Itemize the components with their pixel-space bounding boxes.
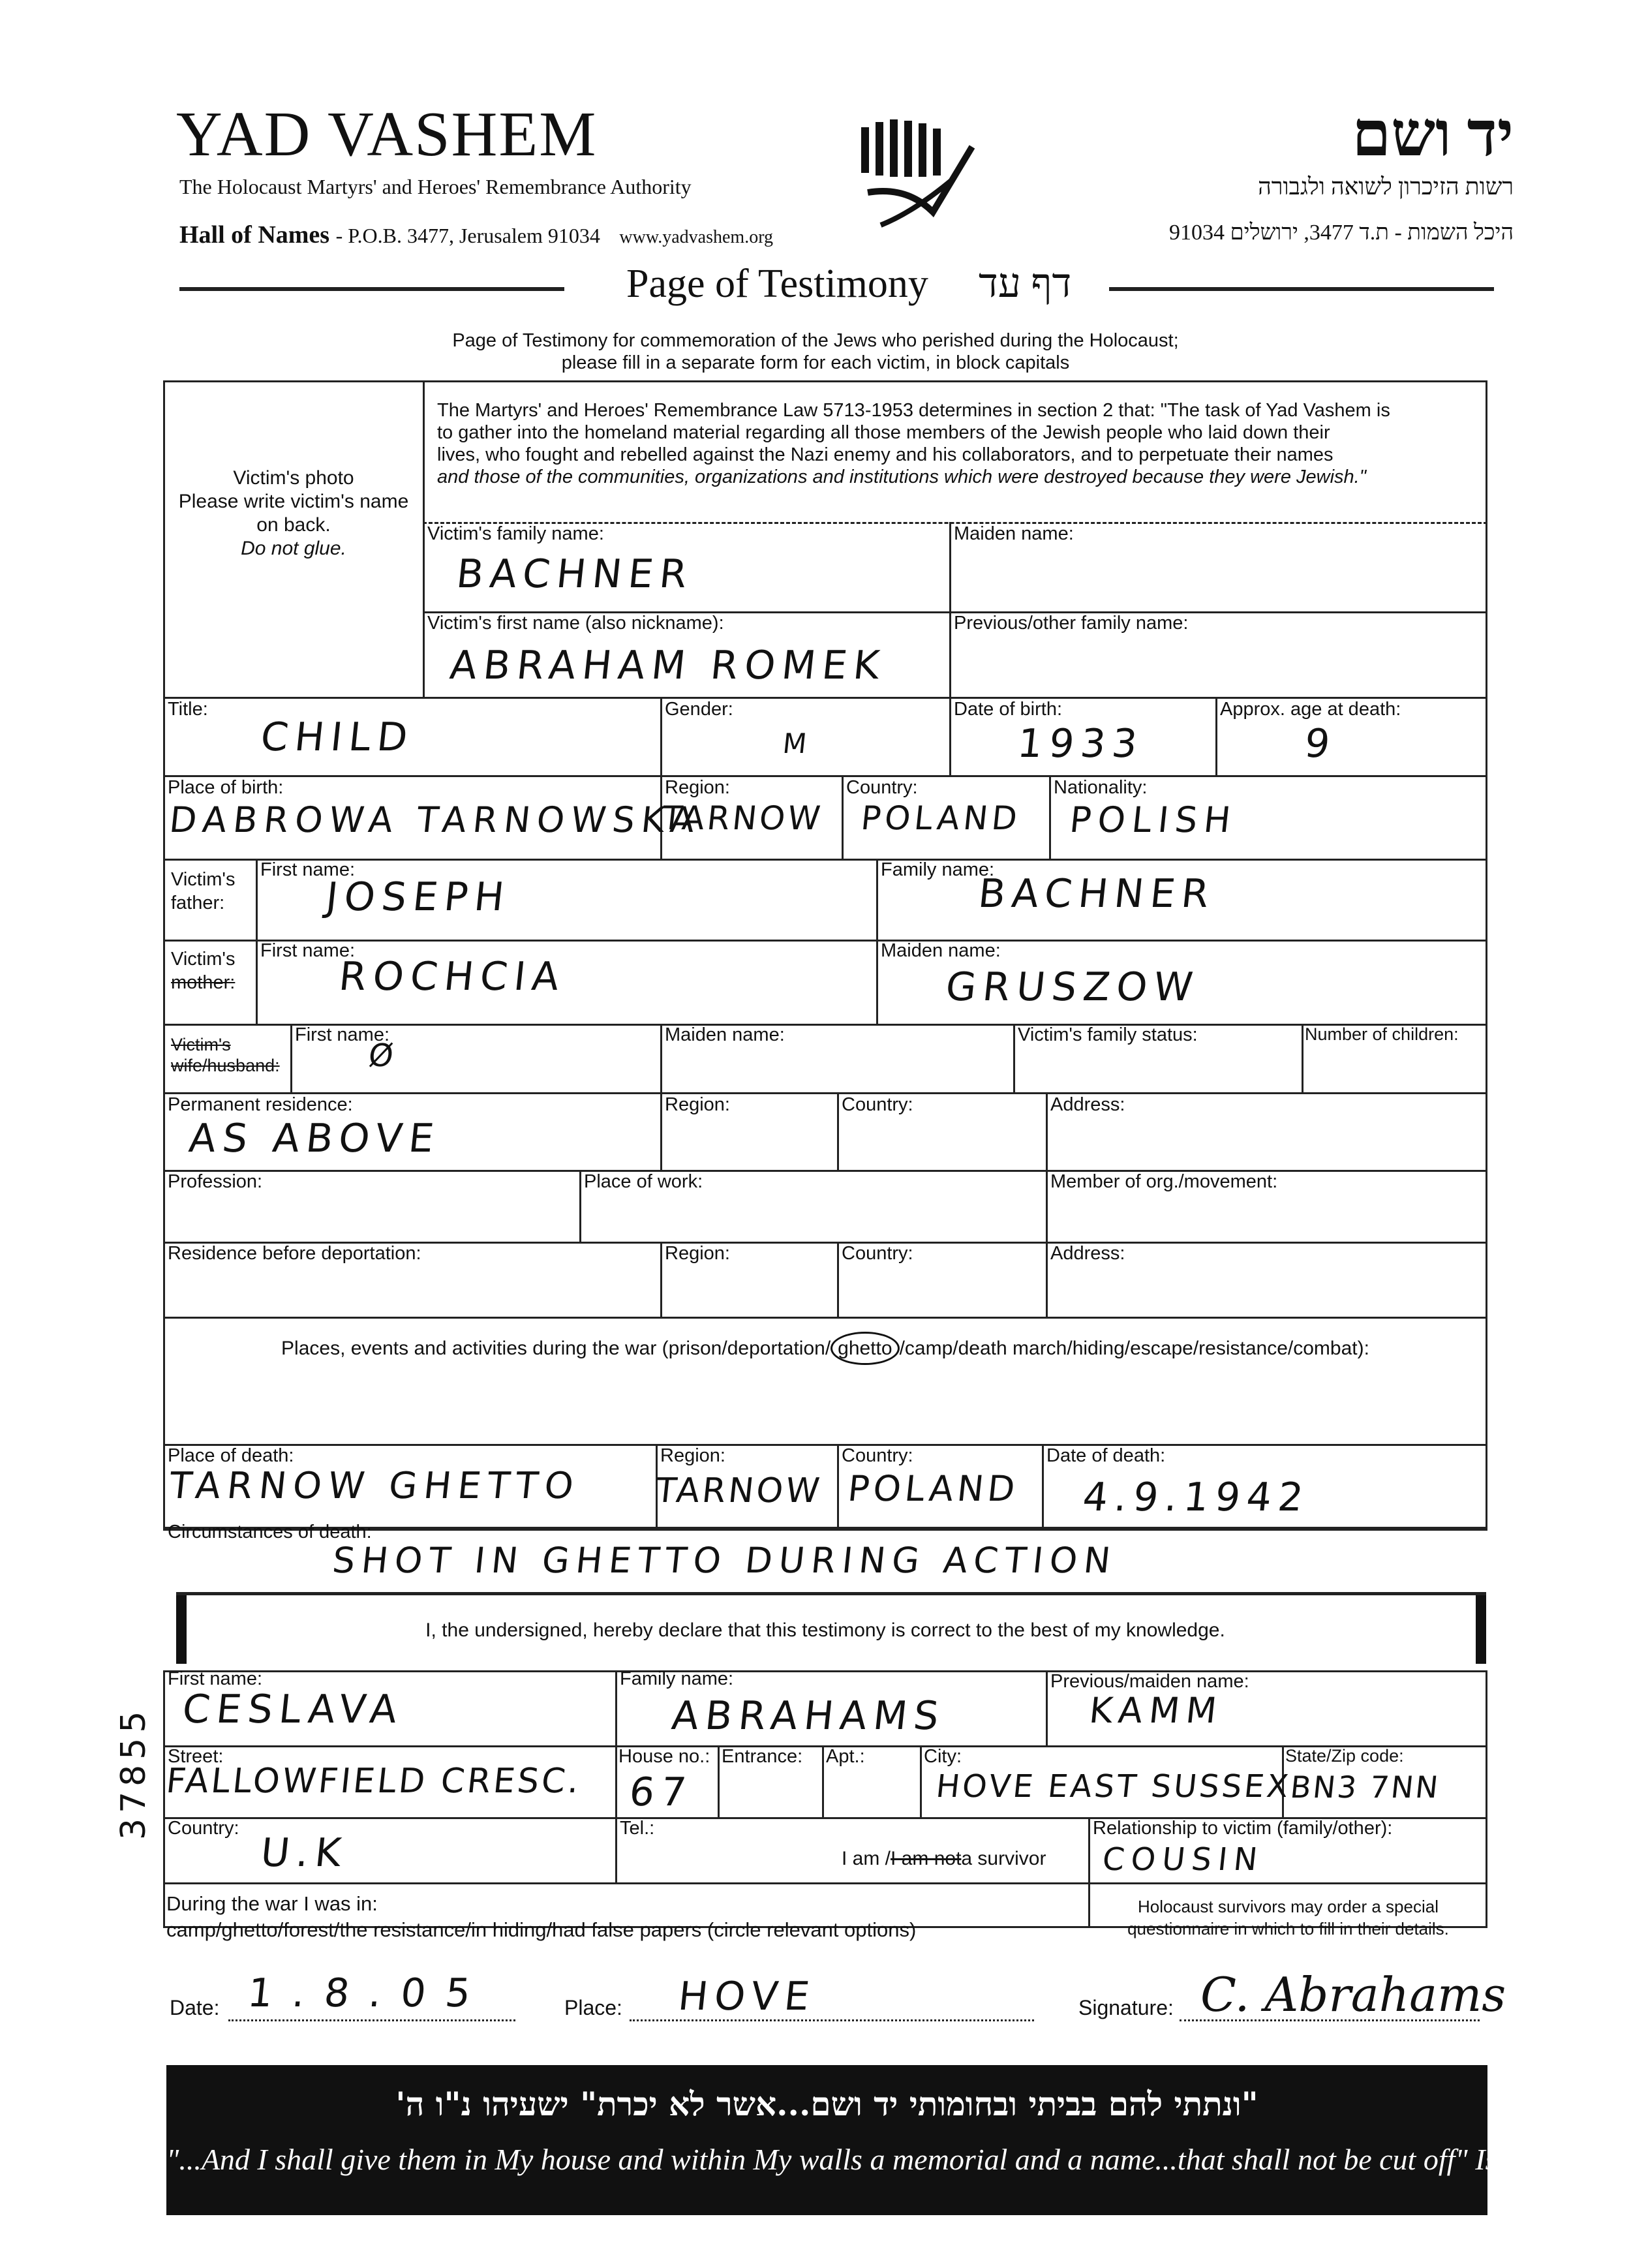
place-of-death-value[interactable]: TARNOW GHETTO — [167, 1465, 583, 1507]
submitter-family-name-label: Family name: — [620, 1668, 734, 1689]
dob-label: Date of birth: — [954, 699, 1063, 720]
father-label — [171, 868, 235, 915]
birth-country-value[interactable]: POLAND — [859, 799, 1023, 837]
submitter-family-name-value[interactable]: ABRAHAMS — [669, 1693, 948, 1739]
law-line-3: lives, who fought and rebelled against the Nazi enemy and his collaborators, and to perpetuate their names — [437, 444, 1334, 465]
first-name-label: Victim's first name (also nickname): — [427, 613, 724, 634]
mother-first-name-value[interactable]: ROCHCIA — [337, 954, 568, 1000]
father-first-name-label: First name: — [260, 859, 356, 880]
war-suffix: /camp/death march/hiding/escape/resistance/combat): — [899, 1338, 1369, 1359]
date-of-death-value[interactable]: 4.9.1942 — [1080, 1475, 1312, 1520]
deportation-address-label: Address: — [1050, 1243, 1125, 1264]
submitter-previous-name-label: Previous/maiden name: — [1050, 1671, 1249, 1692]
date-value[interactable]: 1.8.05 — [245, 1970, 493, 2016]
member-org-label: Member of org./movement: — [1050, 1171, 1278, 1192]
address-en: - P.O.B. 3477, Jerusalem 91034 — [335, 224, 600, 247]
authority-name-en: The Holocaust Martyrs' and Heroes' Remembrance Authority — [179, 175, 692, 198]
father-label-line-2: father: — [171, 893, 225, 913]
yad-vashem-logo-icon — [855, 114, 985, 258]
tel-label: Tel.: — [620, 1818, 655, 1839]
family-name-value[interactable]: BACHNER — [454, 551, 696, 597]
date-label: Date: — [170, 1996, 220, 2019]
survivor-suffix: a survivor — [961, 1848, 1046, 1869]
photo-box-line-4: Do not glue. — [241, 538, 346, 559]
war-location — [166, 1891, 916, 1943]
nationality-label: Nationality: — [1054, 777, 1148, 798]
spouse-label — [171, 1034, 280, 1076]
father-label-line-1: Victim's — [171, 869, 236, 890]
title-value[interactable]: CHILD — [258, 714, 417, 760]
maiden-name-label: Maiden name: — [954, 523, 1074, 544]
submitter-first-name-label: First name: — [168, 1668, 263, 1689]
street-label: Street: — [168, 1746, 224, 1767]
nationality-value[interactable]: POLISH — [1067, 799, 1240, 840]
survivor-note-line-2: questionnaire in which to fill in their details. — [1127, 1919, 1449, 1939]
law-line-1: The Martyrs' and Heroes' Remembrance Law 5713-1953 determines in section 2 that: "The task of Yad Vashem is — [437, 400, 1390, 421]
mother-maiden-name-label: Maiden name: — [881, 940, 1001, 961]
intro-line-2: please fill in a separate form for each victim, in block capitals — [561, 352, 1070, 373]
residence-address-label: Address: — [1050, 1094, 1125, 1115]
quote-band — [166, 2065, 1613, 2215]
relationship-label: Relationship to victim (family/other): — [1093, 1818, 1393, 1839]
zip-label: State/Zip code: — [1285, 1746, 1404, 1766]
residence-before-deportation-label: Residence before deportation: — [168, 1243, 421, 1264]
war-circled-option[interactable]: ghetto — [831, 1332, 899, 1365]
survivor-prefix: I am / — [842, 1848, 891, 1869]
photo-box-line-3: on back. — [256, 514, 331, 536]
previous-family-name-label: Previous/other family name: — [954, 613, 1189, 634]
survivor-note-line-1: Holocaust survivors may order a special — [1138, 1897, 1439, 1916]
date-of-death-label: Date of death: — [1046, 1445, 1166, 1466]
children-label: Number of children: — [1305, 1024, 1459, 1044]
war-location-options[interactable]: camp/ghetto/forest/the resistance/in hiding/had false papers (circle relevant options) — [166, 1918, 917, 1941]
permanent-residence-label: Permanent residence: — [168, 1094, 353, 1115]
law-line-2: to gather into the homeland material regarding all those members of the Jewish people who laid down their — [437, 422, 1330, 443]
residence-region-label: Region: — [665, 1094, 730, 1115]
org-name-he: יד ושם — [1352, 99, 1514, 169]
spouse-maiden-name-label: Maiden name: — [665, 1024, 785, 1045]
law-text — [437, 399, 1481, 488]
survivor-status[interactable] — [842, 1848, 1046, 1869]
age-value[interactable]: 9 — [1302, 721, 1339, 767]
father-family-name-value[interactable]: BACHNER — [976, 871, 1218, 917]
family-name-label: Victim's family name: — [427, 523, 604, 544]
permanent-residence-value[interactable]: AS ABOVE — [187, 1116, 443, 1161]
intro-line-1: Page of Testimony for commemoration of the Jews who perished during the Holocaust; — [452, 330, 1179, 351]
submitter-previous-name-value[interactable]: KAMM — [1087, 1690, 1225, 1731]
photo-box-line-2: Please write victim's name — [178, 491, 409, 512]
address-he: היכל השמות - ת.ד 3477, ירושלים 91034 — [1168, 221, 1514, 245]
war-location-label: During the war I was in: — [166, 1892, 378, 1915]
org-name-en: YAD VASHEM — [176, 99, 598, 170]
photo-box[interactable] — [170, 467, 418, 560]
house-no-label: House no.: — [618, 1746, 710, 1767]
photo-box-line-1: Victim's photo — [233, 467, 354, 489]
birth-country-label: Country: — [846, 777, 918, 798]
entrance-label: Entrance: — [722, 1746, 803, 1767]
spouse-label-line-1: Victim's — [171, 1035, 231, 1054]
first-name-value[interactable]: ABRAHAM ROMEK — [448, 643, 889, 688]
margin-number: 37855 — [114, 1706, 153, 1840]
spouse-label-line-2: wife/husband: — [171, 1056, 280, 1075]
circumstances-label: Circumstances of death: — [168, 1522, 372, 1542]
submitter-first-name-value[interactable]: CESLAVA — [180, 1687, 406, 1732]
place-of-birth-value[interactable]: DABROWA TARNOWSKA — [167, 799, 703, 840]
apt-label: Apt.: — [826, 1746, 865, 1767]
quote-english: "...And I shall give them in My house and within My walls a memorial and a name...that shall not be cut off" Isaiah 56:5 — [166, 2143, 1613, 2176]
birth-region-value[interactable]: TARNOW — [660, 799, 825, 837]
hall-of-names: Hall of Names — [179, 221, 330, 249]
title-label: Title: — [168, 699, 208, 720]
gender-value[interactable]: M — [781, 728, 815, 759]
death-region-value[interactable]: TARNOW — [653, 1471, 824, 1510]
hall-of-names-label — [179, 221, 773, 249]
gender-label: Gender: — [665, 699, 733, 720]
submitter-country-value[interactable]: U.K — [258, 1830, 350, 1876]
father-family-name-label: Family name: — [881, 859, 995, 880]
deportation-region-label: Region: — [665, 1243, 730, 1264]
title-rule-left — [179, 287, 564, 291]
age-label: Approx. age at death: — [1220, 699, 1401, 720]
profession-label: Profession: — [168, 1171, 263, 1192]
signature-value[interactable]: C. Abrahams — [1200, 1967, 1506, 2022]
zip-value[interactable]: BN3 7NN — [1288, 1770, 1442, 1805]
birth-region-label: Region: — [665, 777, 730, 798]
dob-value[interactable]: 1933 — [1015, 721, 1146, 767]
quote-hebrew: "ונתתי להם בביתי ובחומותי יד ושם...אשר לא יכרת" ישעיהו נ"ו ה' — [395, 2085, 1258, 2123]
street-value[interactable]: FALLOWFIELD CRESC. — [164, 1762, 584, 1801]
mother-label — [171, 947, 235, 994]
place-of-work-label: Place of work: — [584, 1171, 703, 1192]
death-country-value[interactable]: POLAND — [846, 1468, 1021, 1509]
mother-maiden-name-value[interactable]: GRUSZOW — [943, 964, 1202, 1010]
law-line-4: and those of the communities, organizations and institutions which were destroyed because they were Jewish." — [437, 467, 1367, 487]
title-rule-right — [1109, 287, 1494, 291]
city-value[interactable]: HOVE EAST SUSSEX — [934, 1768, 1293, 1805]
submitter-country-label: Country: — [168, 1818, 239, 1839]
relationship-value[interactable]: COUSIN — [1101, 1841, 1266, 1878]
mother-label-line-2: mother: — [171, 972, 236, 993]
circumstances-value[interactable]: SHOT IN GHETTO DURING ACTION — [330, 1540, 1120, 1581]
place-of-birth-label: Place of birth: — [168, 777, 284, 798]
spouse-first-name-value[interactable]: Ø — [367, 1037, 402, 1074]
signature-label: Signature: — [1078, 1996, 1174, 2019]
form-title-en: Page of Testimony — [626, 262, 928, 306]
declaration-text: I, the undersigned, hereby declare that this testimony is correct to the best of my knowledge. — [425, 1619, 1225, 1641]
house-no-value[interactable]: 67 — [627, 1770, 695, 1815]
war-prefix: Places, events and activities during the war (prison/deportation/ — [281, 1338, 831, 1359]
intro-text — [163, 329, 1468, 374]
place-label: Place: — [564, 1996, 622, 2019]
survivor-struck: I am not — [891, 1848, 962, 1869]
place-value[interactable]: HOVE — [676, 1974, 818, 2019]
city-label: City: — [924, 1746, 962, 1767]
mother-first-name-label: First name: — [260, 940, 356, 961]
mother-label-line-1: Victim's — [171, 949, 236, 970]
form-title-he: דף עד — [979, 262, 1072, 306]
website: www.yadvashem.org — [619, 227, 774, 247]
war-activities-label — [163, 1338, 1487, 1360]
survivor-note — [1091, 1895, 1486, 1940]
family-status-label: Victim's family status: — [1018, 1024, 1198, 1045]
death-country-label: Country: — [842, 1445, 913, 1466]
deportation-country-label: Country: — [842, 1243, 913, 1264]
residence-country-label: Country: — [842, 1094, 913, 1115]
place-of-death-label: Place of death: — [168, 1445, 294, 1466]
spouse-first-name-label: First name: — [295, 1024, 390, 1045]
father-first-name-value[interactable]: JOSEPH — [324, 874, 513, 920]
authority-name-he: רשות הזיכרון לשואה ולגבורה — [1258, 174, 1514, 200]
death-region-label: Region: — [660, 1445, 725, 1466]
